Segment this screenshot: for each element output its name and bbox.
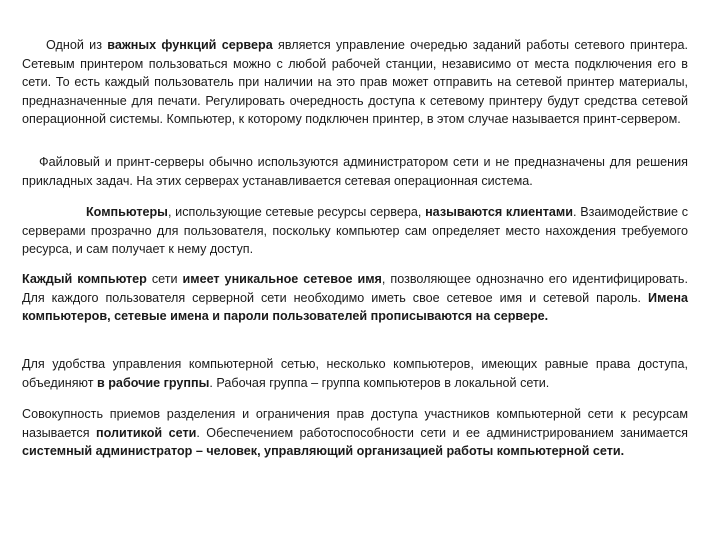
text-segment: Одной из xyxy=(46,38,108,52)
paragraph-file-print-servers xyxy=(22,153,688,190)
term-computers: Компьютеры xyxy=(86,205,168,219)
text-segment: . Обеспечением работоспособности сети и ее администрированием занимается xyxy=(196,425,688,440)
text-segment: . Рабочая группа – группа компьютеров в локальной сети. xyxy=(209,375,550,390)
term-server-functions: важных функций сервера xyxy=(107,38,273,52)
term-unique-network-name: имеет уникальное сетевое имя xyxy=(182,272,382,286)
text-segment: Совокупность приемов разделения и ограничения прав доступа участников компьютерной сети к ресурсам называется xyxy=(22,407,688,440)
text-segment: является управление очередью заданий работы сетевого принтера. Сетевым принтером пользоваться можно с любой рабочей станции, независимо от места подключения его в сети. То есть каждый пользователь при наличии на это прав может отправить на сетевой принтер материалы, предназначенные для печати. Регулировать очередность доступа к сетевому принтеру будут средства сетевой операционной системы. Компьютер, к которому подключен принтер, в этом случае называется принт-сервером. xyxy=(22,38,688,126)
term-network-policy: политикой сети xyxy=(95,425,197,440)
paragraph-network-names xyxy=(22,270,688,326)
term-each-computer: Каждый компьютер xyxy=(22,272,147,286)
text-segment: , использующие сетевые ресурсы сервера, xyxy=(167,205,426,219)
text-segment: , позволяющее однозначно его идентифицировать. Для каждого пользователя серверной сети необходимо иметь свое сетевое имя и сетевой пароль. xyxy=(22,272,688,305)
text-segment: . Взаимодействие с серверами прозрачно для пользователя, поскольку компьютер сам определяет место нахождения требуемого ресурса, и сам получает к нему доступ. xyxy=(22,205,688,256)
term-system-administrator: системный администратор – человек, управляющий организацией работы компьютерной сети. xyxy=(22,444,625,458)
paragraph-network-policy xyxy=(22,405,688,461)
text-segment: сети xyxy=(146,272,183,286)
text-segment: Для удобства управления компьютерной сетью, несколько компьютеров, имеющих равные права доступа, объединяют xyxy=(22,357,688,390)
term-clients: называются клиентами xyxy=(425,205,573,219)
text-segment: Файловый и принт-серверы обычно используются администратором сети и не предназначены для решения прикладных задач. На этих серверах устанавливается сетевая операционная система. xyxy=(22,155,688,188)
paragraph-clients xyxy=(22,203,688,259)
term-names-and-passwords: Имена компьютеров, сетевые имена и пароли пользователей прописываются на сервере. xyxy=(22,290,688,323)
paragraph-workgroups xyxy=(22,355,688,392)
term-workgroups: в рабочие группы xyxy=(97,375,210,390)
paragraph-print-server xyxy=(22,36,688,129)
